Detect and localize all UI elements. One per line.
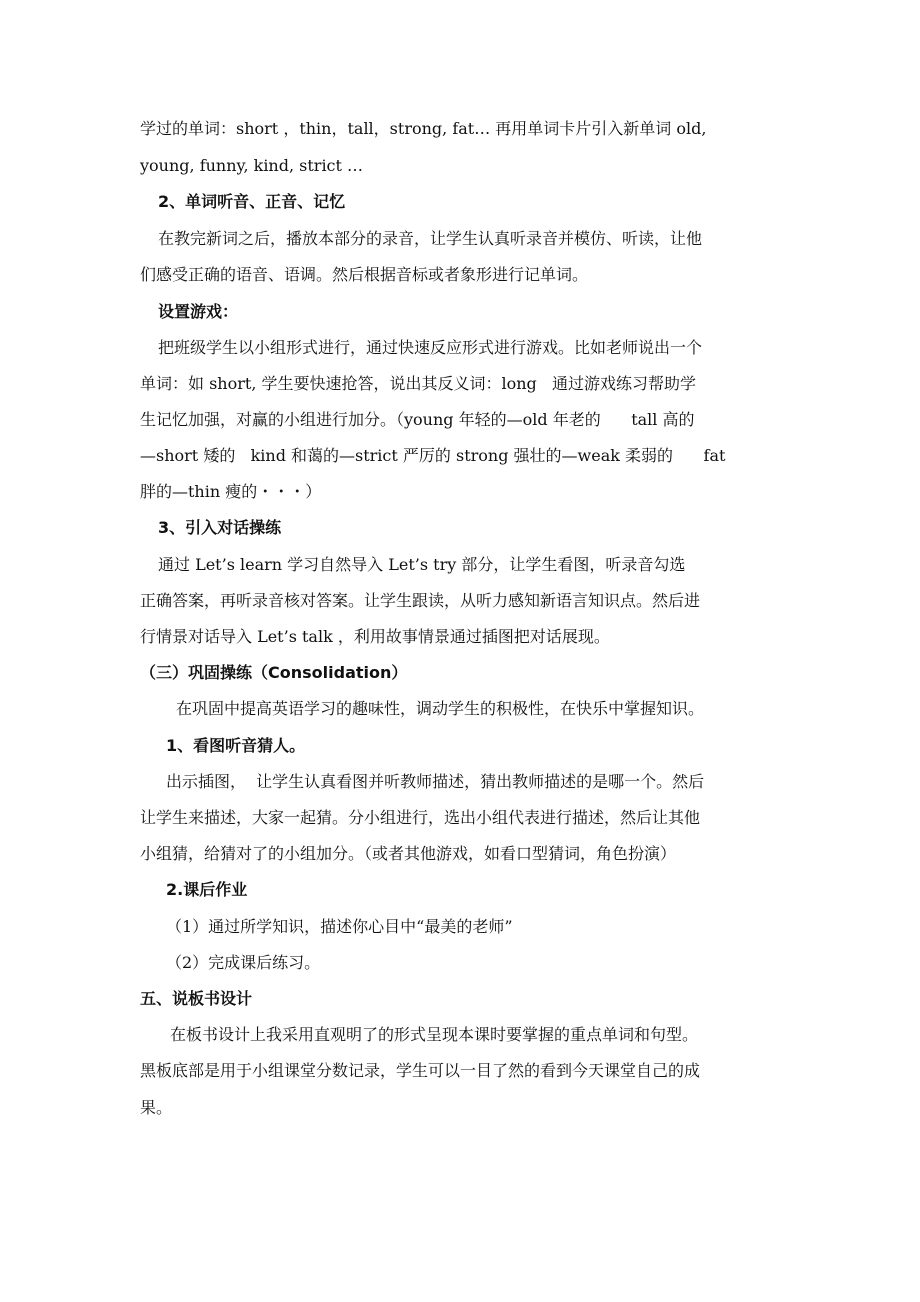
- section-heading-board-design: 五、说板书设计: [140, 989, 253, 1008]
- paragraph-line: young, funny, kind, strict …: [140, 156, 364, 175]
- paragraph-line: 正确答案，再听录音核对答案。让学生跟读，从听力感知新语言知识点。然后进: [140, 591, 701, 610]
- section-heading-consolidation: （三）巩固操练（Consolidation）: [140, 663, 408, 682]
- section-heading-word-listening: 2、单词听音、正音、记忆: [158, 192, 346, 211]
- section-heading-guess-person: 1、看图听音猜人。: [166, 736, 306, 755]
- list-item: （1）通过所学知识，描述你心目中“最美的老师”: [166, 917, 513, 936]
- paragraph-line: 在教完新词之后，播放本部分的录音，让学生认真听录音并模仿、听读，让他: [158, 229, 703, 248]
- section-heading-dialogue: 3、引入对话操练: [158, 518, 282, 537]
- paragraph-line: 出示插图， 让学生认真看图并听教师描述，猜出教师描述的是哪一个。然后: [166, 772, 705, 791]
- paragraph-line: 在巩固中提高英语学习的趣味性，调动学生的积极性，在快乐中掌握知识。: [176, 699, 705, 718]
- paragraph-line: 行情景对话导入 Let’s talk ，利用故事情景通过插图把对话展现。: [140, 627, 610, 646]
- paragraph-line: 生记忆加强，对赢的小组进行加分。（young 年轻的—old 年老的 tall 高的: [140, 410, 695, 429]
- paragraph-line: 让学生来描述，大家一起猜。分小组进行，选出小组代表进行描述，然后让其他: [140, 808, 701, 827]
- paragraph-line: —short 矮的 kind 和蔼的—strict 严厉的 strong 强壮的—weak 柔弱的 fat: [140, 446, 726, 465]
- paragraph-line: 果。: [140, 1098, 173, 1117]
- paragraph-line: 把班级学生以小组形式进行，通过快速反应形式进行游戏。比如老师说出一个: [158, 338, 703, 357]
- list-item: （2）完成课后练习。: [166, 953, 321, 972]
- paragraph-line: 小组猜，给猜对了的小组加分。（或者其他游戏，如看口型猜词，角色扮演）: [140, 844, 677, 863]
- paragraph-line: 胖的—thin 瘦的・・・）: [140, 482, 322, 501]
- paragraph-line: 在板书设计上我采用直观明了的形式呈现本课时要掌握的重点单词和句型。: [170, 1025, 699, 1044]
- paragraph-line: 通过 Let’s learn 学习自然导入 Let’s try 部分，让学生看图，听录音勾选: [158, 555, 686, 574]
- paragraph-line: 学过的单词：short ，thin，tall，strong, fat… 再用单词卡片引入新单词 old,: [140, 119, 707, 138]
- section-heading-game: 设置游戏：: [158, 302, 239, 321]
- section-heading-homework: 2.课后作业: [166, 880, 248, 899]
- paragraph-line: 单词：如 short, 学生要快速抢答，说出其反义词：long 通过游戏练习帮助学: [140, 374, 697, 393]
- paragraph-line: 黑板底部是用于小组课堂分数记录，学生可以一目了然的看到今天课堂自己的成: [140, 1061, 701, 1080]
- paragraph-line: 们感受正确的语音、语调。然后根据音标或者象形进行记单词。: [140, 265, 589, 284]
